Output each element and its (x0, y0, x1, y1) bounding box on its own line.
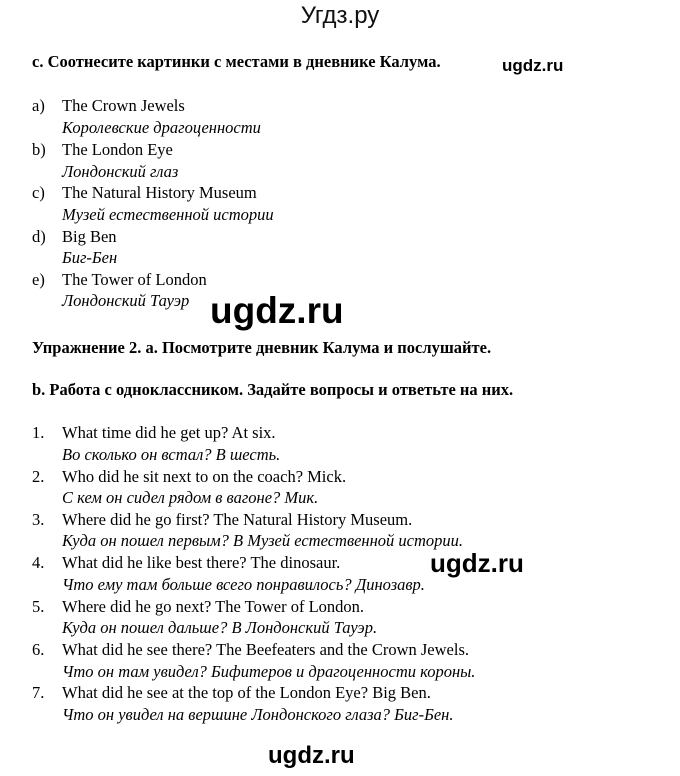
item-english: What did he like best there? The dinosaur. (62, 553, 341, 572)
watermark: ugdz.ru (502, 56, 564, 75)
item-marker: 1. (32, 423, 45, 442)
item-marker: c) (32, 183, 45, 202)
item-english: What time did he get up? At six. (62, 423, 276, 442)
watermark: ugdz.ru (430, 548, 524, 578)
item-marker: 7. (32, 683, 45, 702)
section-c-heading: c. Соотнесите картинки с местами в дневнике Калума. (32, 52, 441, 71)
item-marker: d) (32, 227, 46, 246)
item-translation: Куда он пошел дальше? В Лондонский Тауэр. (62, 618, 378, 637)
item-english: The London Eye (62, 140, 173, 159)
item-translation: Лондонский Тауэр (62, 291, 190, 310)
item-english: The Natural History Museum (62, 183, 257, 202)
watermark: ugdz.ru (210, 290, 344, 331)
item-marker: e) (32, 270, 45, 289)
item-translation: С кем он сидел рядом в вагоне? Мик. (62, 488, 319, 507)
item-marker: a) (32, 96, 45, 115)
item-english: Big Ben (62, 227, 117, 246)
item-translation: Что он увидел на вершине Лондонского глаза? Биг-Бен. (62, 705, 454, 724)
exercise-2b-heading: b. Работа с одноклассником. Задайте вопросы и ответьте на них. (32, 380, 514, 399)
item-translation: Куда он пошел первым? В Музей естественной истории. (62, 531, 464, 550)
item-marker: b) (32, 140, 46, 159)
item-translation: Биг-Бен (62, 248, 118, 267)
item-english: What did he see at the top of the London Eye? Big Ben. (62, 683, 431, 702)
item-english: Where did he go first? The Natural History Museum. (62, 510, 413, 529)
item-english: Who did he sit next to on the coach? Mick. (62, 467, 347, 486)
exercise-2-heading: Упражнение 2. a. Посмотрите дневник Калума и послушайте. (32, 338, 492, 357)
item-marker: 2. (32, 467, 45, 486)
item-translation: Королевские драгоценности (62, 118, 261, 137)
item-marker: 6. (32, 640, 45, 659)
item-english: The Crown Jewels (62, 96, 185, 115)
item-english: Where did he go next? The Tower of London. (62, 597, 365, 616)
item-english: What did he see there? The Beefeaters and the Crown Jewels. (62, 640, 469, 659)
item-english: The Tower of London (62, 270, 207, 289)
item-translation: Лондонский глаз (62, 162, 179, 181)
watermark: ugdz.ru (268, 742, 355, 769)
item-marker: 4. (32, 553, 45, 572)
item-translation: Во сколько он встал? В шесть. (62, 445, 281, 464)
item-marker: 3. (32, 510, 45, 529)
item-translation: Что ему там больше всего понравилось? Динозавр. (62, 575, 425, 594)
item-translation: Музей естественной истории (62, 205, 274, 224)
item-translation: Что он там увидел? Бифитеров и драгоценности короны. (62, 662, 476, 681)
item-marker: 5. (32, 597, 45, 616)
site-title: Угдз.ру (300, 2, 380, 29)
